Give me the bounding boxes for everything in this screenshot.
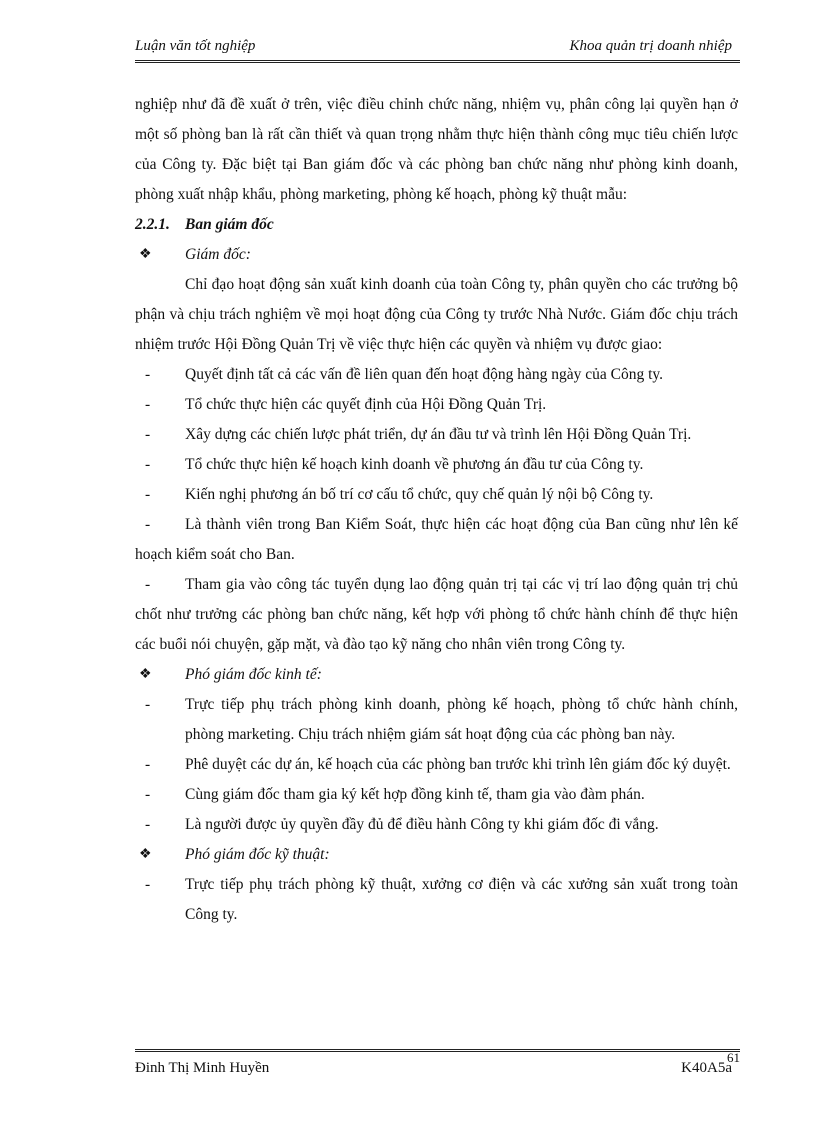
dash-bullet: - <box>145 396 151 413</box>
dash-bullet: - <box>145 696 151 713</box>
dash-bullet: - <box>145 816 151 833</box>
list-item: - Trực tiếp phụ trách phòng kỹ thuật, xưởng cơ điện và các xưởng sản xuất trong toàn Công ty. <box>135 870 738 930</box>
dash-bullet: - <box>145 456 151 473</box>
dash-bullet: - <box>145 516 151 533</box>
dash-bullet: - <box>145 786 151 803</box>
dash-bullet: - <box>145 876 151 893</box>
section-number: 2.2.1. <box>135 216 170 233</box>
page-body <box>135 90 738 930</box>
list-item: - Quyết định tất cả các vấn đề liên quan đến hoạt động hàng ngày của Công ty. <box>135 360 738 390</box>
dash-bullet: - <box>145 426 151 443</box>
deputy-tech-heading-text: Phó giám đốc kỹ thuật: <box>185 846 330 863</box>
deputy-econ-list <box>135 690 738 840</box>
section-title: Ban giám đốc <box>185 216 274 233</box>
list-item: - Là thành viên trong Ban Kiểm Soát, thực hiện các hoạt động của Ban cũng như lên kế hoạch kiểm soát cho Ban. <box>135 510 738 570</box>
dash-bullet: - <box>145 366 151 383</box>
deputy-econ-heading <box>135 660 738 690</box>
footer-author: Đinh Thị Minh Huyền <box>135 1060 270 1076</box>
header-faculty-label: Khoa quản trị doanh nhiệp <box>569 38 732 54</box>
director-heading-text: Giám đốc: <box>185 246 251 263</box>
director-duties-list <box>135 360 738 660</box>
list-item: - Trực tiếp phụ trách phòng kinh doanh, phòng kế hoạch, phòng tổ chức hành chính, phòng marketing. Chịu trách nhiệm giám sát hoạt động của các phòng ban này. <box>135 690 738 750</box>
page-number: 61 <box>727 1050 740 1065</box>
dash-bullet: - <box>145 756 151 773</box>
footer-class-code: K40A5a <box>681 1060 732 1076</box>
page-footer <box>135 1049 740 1076</box>
list-item: - Là người được ủy quyền đầy đủ để điều hành Công ty khi giám đốc đi vắng. <box>135 810 738 840</box>
section-heading <box>135 210 738 240</box>
list-item: - Tổ chức thực hiện kế hoạch kinh doanh về phương án đầu tư của Công ty. <box>135 450 738 480</box>
list-item: - Cùng giám đốc tham gia ký kết hợp đồng kinh tế, tham gia vào đàm phán. <box>135 780 738 810</box>
director-heading <box>135 240 738 270</box>
diamond-bullet-icon: ❖ <box>139 667 152 682</box>
deputy-tech-heading <box>135 840 738 870</box>
page-header <box>135 36 740 63</box>
list-item: - Tham gia vào công tác tuyển dụng lao động quản trị tại các vị trí lao động quản trị chủ chốt như trưởng các phòng ban chức năng, kết hợp với phòng tổ chức hành chính để thực hiện các buổi nói chuyện, gặp mặt, và đào tạo kỹ năng cho nhân viên trong Công ty. <box>135 570 738 660</box>
intro-paragraph: nghiệp như đã đề xuất ở trên, việc điều chỉnh chức năng, nhiệm vụ, phân công lại quyền hạn ở một số phòng ban là rất cần thiết và quan trọng nhằm thực hiện thành công mục tiêu chiến lược của Công ty. Đặc biệt tại Ban giám đốc và các phòng ban chức năng như phòng kinh doanh, phòng xuất nhập khẩu, phòng marketing, phòng kế hoạch, phòng kỹ thuật mẫu: <box>135 96 738 203</box>
list-item: - Tổ chức thực hiện các quyết định của Hội Đồng Quản Trị. <box>135 390 738 420</box>
deputy-tech-list <box>135 870 738 930</box>
list-item: - Xây dựng các chiến lược phát triển, dự án đầu tư và trình lên Hội Đồng Quản Trị. <box>135 420 738 450</box>
director-paragraph: Chỉ đạo hoạt động sản xuất kinh doanh của toàn Công ty, phân quyền cho các trưởng bộ phận và chịu trách nghiệm về mọi hoạt động của Công ty trước Nhà Nước. Giám đốc chịu trách nhiệm trước Hội Đồng Quản Trị về việc thực hiện các quyền và nhiệm vụ được giao: <box>135 276 738 353</box>
diamond-bullet-icon: ❖ <box>139 247 152 262</box>
header-thesis-label: Luận văn tốt nghiệp <box>135 38 256 54</box>
list-item: - Kiến nghị phương án bố trí cơ cấu tổ chức, quy chế quản lý nội bộ Công ty. <box>135 480 738 510</box>
deputy-econ-heading-text: Phó giám đốc kinh tế: <box>185 666 322 683</box>
list-item: - Phê duyệt các dự án, kế hoạch của các phòng ban trước khi trình lên giám đốc ký duyệt. <box>135 750 738 780</box>
diamond-bullet-icon: ❖ <box>139 847 152 862</box>
dash-bullet: - <box>145 486 151 503</box>
dash-bullet: - <box>145 576 151 593</box>
